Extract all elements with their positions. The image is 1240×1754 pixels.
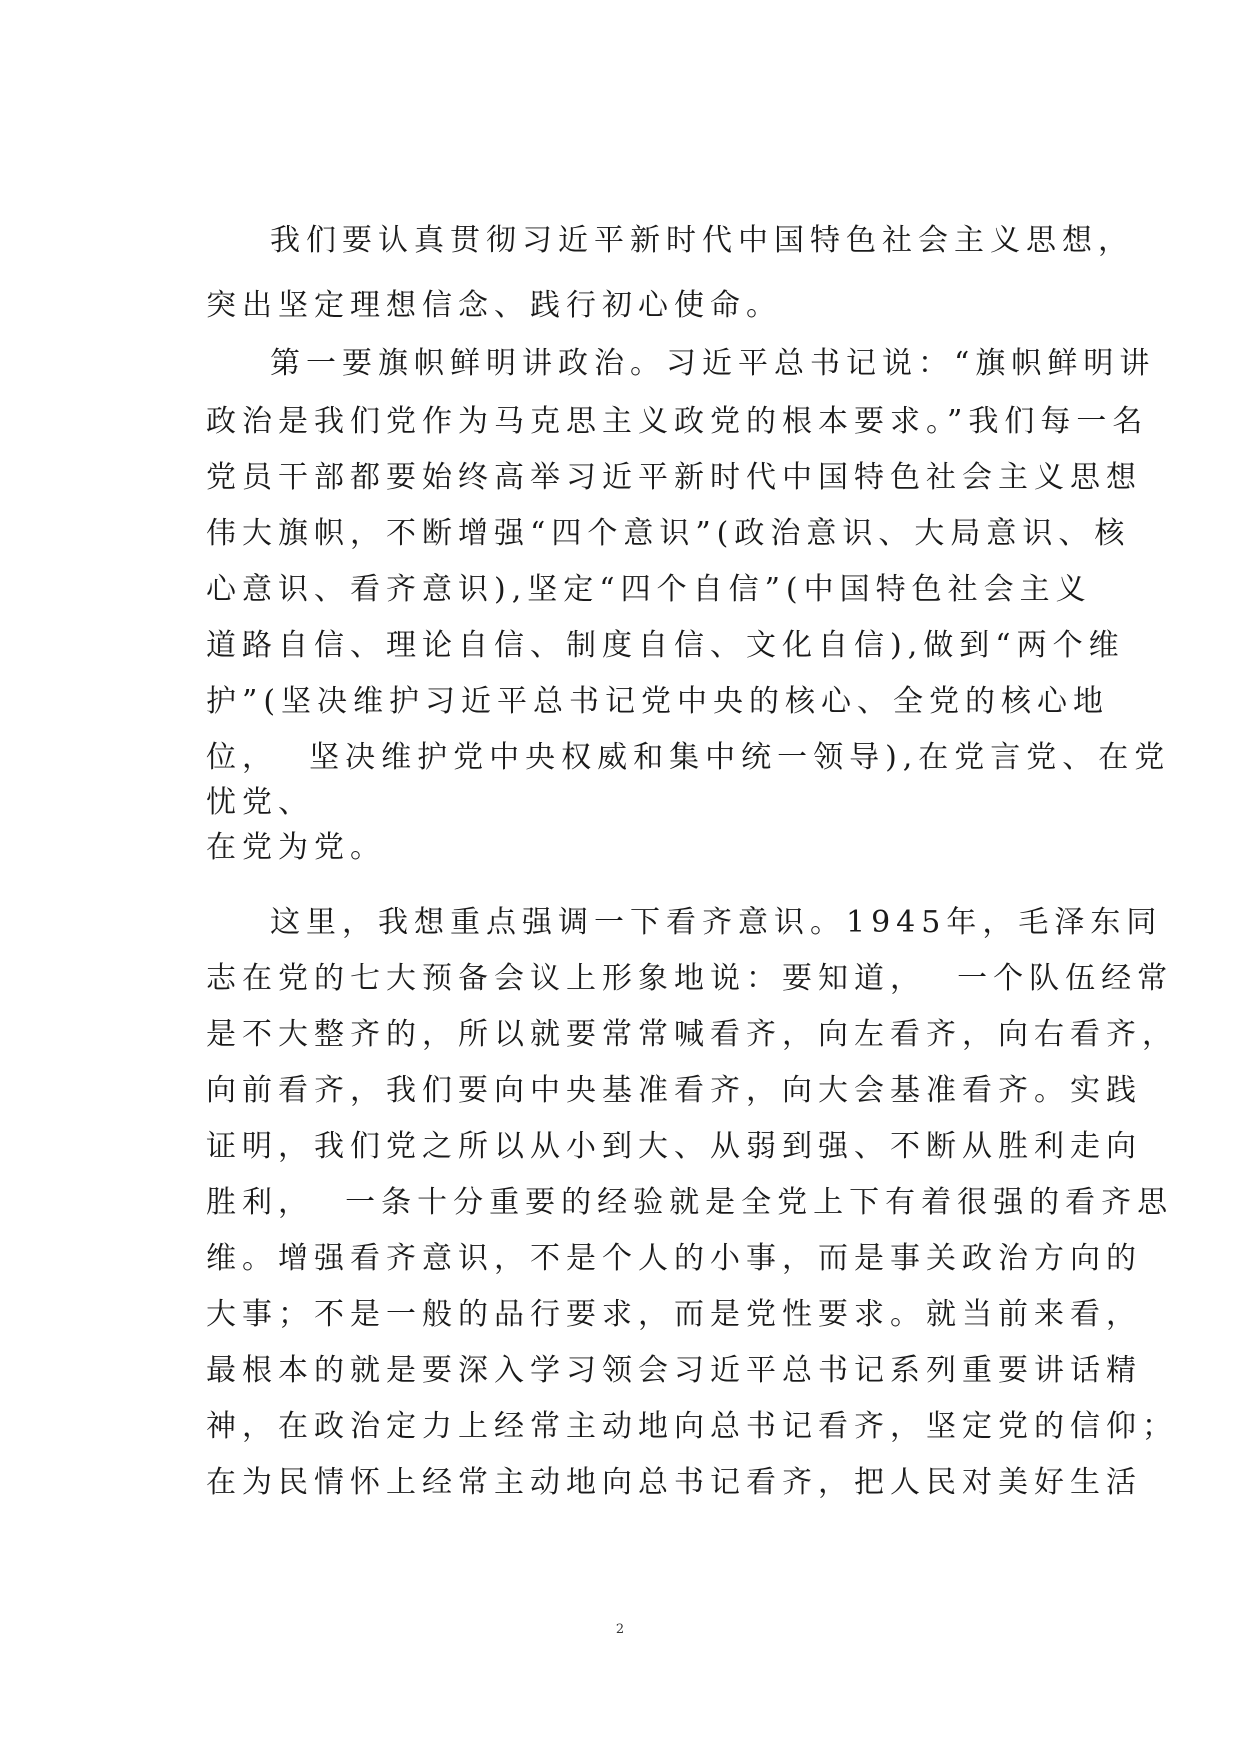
text-line: 心意识、看齐意识),坚定“四个自信”(中国特色社会主义 bbox=[206, 572, 1092, 607]
text-line: 护”(坚决维护习近平总书记党中央的核心、全党的核心地 bbox=[206, 684, 1110, 719]
text-line: 证明，我们党之所以从小到大、从弱到强、不断从胜利走向 bbox=[206, 1129, 1142, 1164]
text-line: 大事；不是一般的品行要求，而是党性要求。就当前来看， bbox=[206, 1297, 1142, 1332]
text-line: 胜利， 一条十分重要的经验就是全党上下有着很强的看齐思 bbox=[206, 1185, 1174, 1220]
text-line: 党员干部都要始终高举习近平新时代中国特色社会主义思想 bbox=[206, 460, 1142, 495]
text-line: 在党为党。 bbox=[206, 830, 386, 865]
text-line: 最根本的就是要深入学习领会习近平总书记系列重要讲话精 bbox=[206, 1353, 1142, 1388]
text-line: 神，在政治定力上经常主动地向总书记看齐，坚定党的信仰； bbox=[206, 1409, 1178, 1444]
text-line: 维。增强看齐意识，不是个人的小事，而是事关政治方向的 bbox=[206, 1241, 1142, 1276]
text-line: 伟大旗帜，不断增强“四个意识”(政治意识、大局意识、核 bbox=[206, 516, 1131, 551]
text-line: 我们要认真贯彻习近平新时代中国特色社会主义思想， bbox=[270, 223, 1134, 258]
text-line: 在为民情怀上经常主动地向总书记看齐，把人民对美好生活 bbox=[206, 1465, 1142, 1500]
text-line: 第一要旗帜鲜明讲政治。习近平总书记说：“旗帜鲜明讲 bbox=[270, 346, 1156, 381]
text-line: 是不大整齐的，所以就要常常喊看齐，向左看齐，向右看齐， bbox=[206, 1017, 1178, 1052]
text-line: 忧党、 bbox=[206, 785, 314, 820]
text-line: 道路自信、理论自信、制度自信、文化自信),做到“两个维 bbox=[206, 628, 1125, 663]
text-line: 向前看齐，我们要向中央基准看齐，向大会基准看齐。实践 bbox=[206, 1073, 1142, 1108]
page-number: 2 bbox=[615, 1622, 625, 1637]
text-line: 志在党的七大预备会议上形象地说：要知道， 一个队伍经常 bbox=[206, 961, 1174, 996]
text-line: 位， 坚决维护党中央权威和集中统一领导),在党言党、在党 bbox=[206, 740, 1171, 775]
text-line: 政治是我们党作为马克思主义政党的根本要求。”我们每一名 bbox=[206, 404, 1149, 439]
text-line: 突出坚定理想信念、践行初心使命。 bbox=[206, 288, 782, 323]
text-line: 这里，我想重点强调一下看齐意识。1945年，毛泽东同 bbox=[270, 905, 1163, 940]
